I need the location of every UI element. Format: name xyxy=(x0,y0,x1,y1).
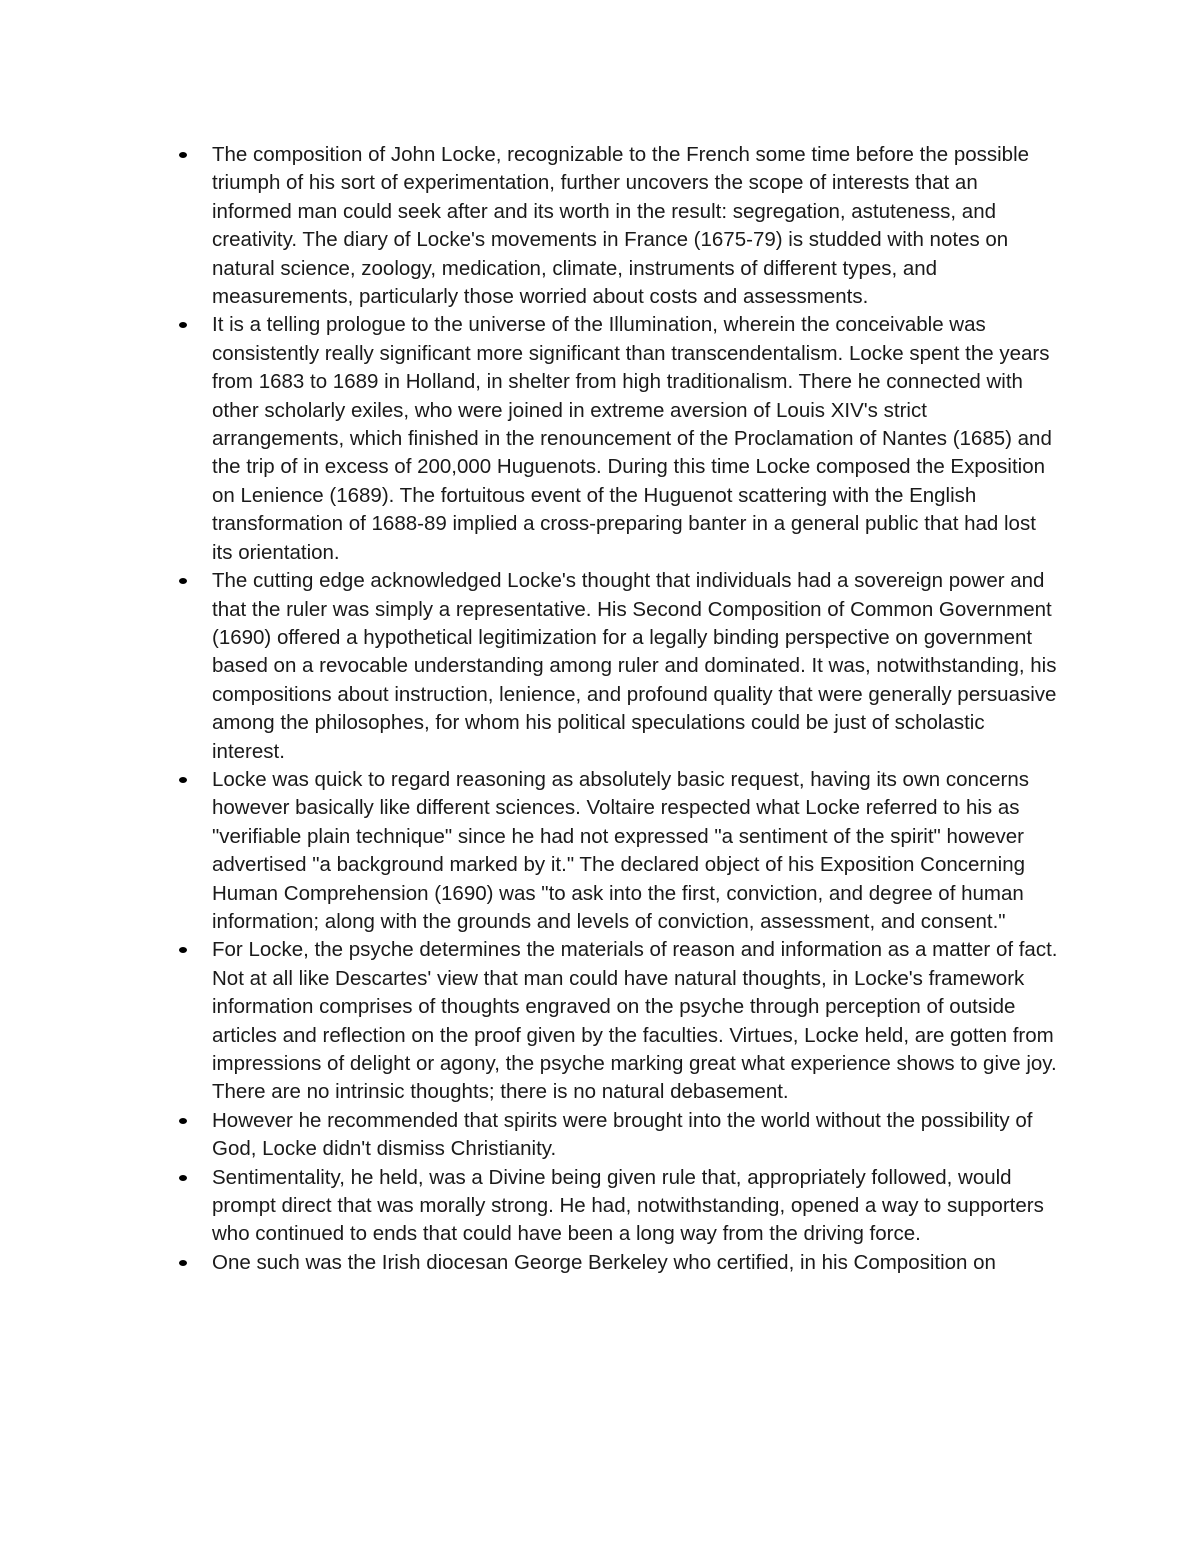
bullet-icon xyxy=(179,1118,187,1124)
bullet-text: Locke was quick to regard reasoning as absolutely basic request, having its own concerns however basically like different sciences. Voltaire respected what Locke referred to his as "verifiable plain technique" since he had not expressed "a sentiment of the spirit" however advertised "a background marked by it." The declared object of his Exposition Concerning Human Comprehension (1690) was "to ask into the first, conviction, and degree of human information; along with the grounds and levels of conviction, assessment, and consent." xyxy=(212,767,1030,933)
bullet-text: One such was the Irish diocesan George Berkeley who certified, in his Composition on xyxy=(212,1250,996,1274)
bullet-text: It is a telling prologue to the universe of the Illumination, wherein the conceivable was consistently really significant more significant than transcendentalism. Locke spent the years from 1683 to 1689 in Holland, in shelter from high traditionalism. There he connected with other scholarly exiles, who were joined in extreme aversion of Louis XIV's strict arrangements, which finished in the renouncement of the Proclamation of Nantes (1685) and the trip of in excess of 200,000 Huguenots. During this time Locke composed the Exposition on Lenience (1689). The fortuitous event of the Huguenot scattering with the English transformation of 1688-89 implied a cross-preparing banter in a general public that had lost its orientation. xyxy=(212,313,1052,564)
bullet-text: The composition of John Locke, recognizable to the French some time before the possible triumph of his sort of experimentation, further uncovers the scope of interests that an informed man could seek after and its worth in the result: segregation, astuteness, and creativity. The diary of Locke's movements in France (1675-79) is studded with notes on natural science, zoology, medication, climate, instruments of different types, and measurements, particularly those worried about costs and assessments. xyxy=(212,143,1030,309)
list-item xyxy=(212,1249,1062,1277)
document-body xyxy=(212,141,1062,1277)
bullet-list xyxy=(212,141,1062,1277)
list-item xyxy=(212,936,1062,1106)
bullet-icon xyxy=(179,1175,187,1181)
bullet-text: However he recommended that spirits were brought into the world without the possibility of God, Locke didn't dismiss Christianity. xyxy=(212,1108,1033,1161)
bullet-icon xyxy=(179,322,187,328)
list-item xyxy=(212,311,1062,567)
list-item xyxy=(212,766,1062,936)
bullet-icon xyxy=(179,152,187,158)
list-item xyxy=(212,141,1062,311)
bullet-text: For Locke, the psyche determines the materials of reason and information as a matter of fact. Not at all like Descartes' view that man could have natural thoughts, in Locke's framework information comprises of thoughts engraved on the psyche through perception of outside articles and reflection on the proof given by the faculties. Virtues, Locke held, are gotten from impressions of delight or agony, the psyche marking great what experience shows to give joy. There are no intrinsic thoughts; there is no natural debasement. xyxy=(212,938,1058,1104)
list-item xyxy=(212,567,1062,766)
list-item xyxy=(212,1107,1062,1164)
bullet-icon xyxy=(179,777,187,783)
list-item xyxy=(212,1164,1062,1249)
bullet-icon xyxy=(179,578,187,584)
bullet-text: Sentimentality, he held, was a Divine being given rule that, appropriately followed, would prompt direct that was morally strong. He had, notwithstanding, opened a way to supporters who continued to ends that could have been a long way from the driving force. xyxy=(212,1165,1044,1246)
bullet-text: The cutting edge acknowledged Locke's thought that individuals had a sovereign power and that the ruler was simply a representative. His Second Composition of Common Government (1690) offered a hypothetical legitimization for a legally binding perspective on government based on a revocable understanding among ruler and dominated. It was, notwithstanding, his compositions about instruction, lenience, and profound quality that were generally persuasive among the philosophes, for whom his political speculations could be just of scholastic interest. xyxy=(212,569,1057,763)
bullet-icon xyxy=(179,947,187,953)
bullet-icon xyxy=(179,1260,187,1266)
